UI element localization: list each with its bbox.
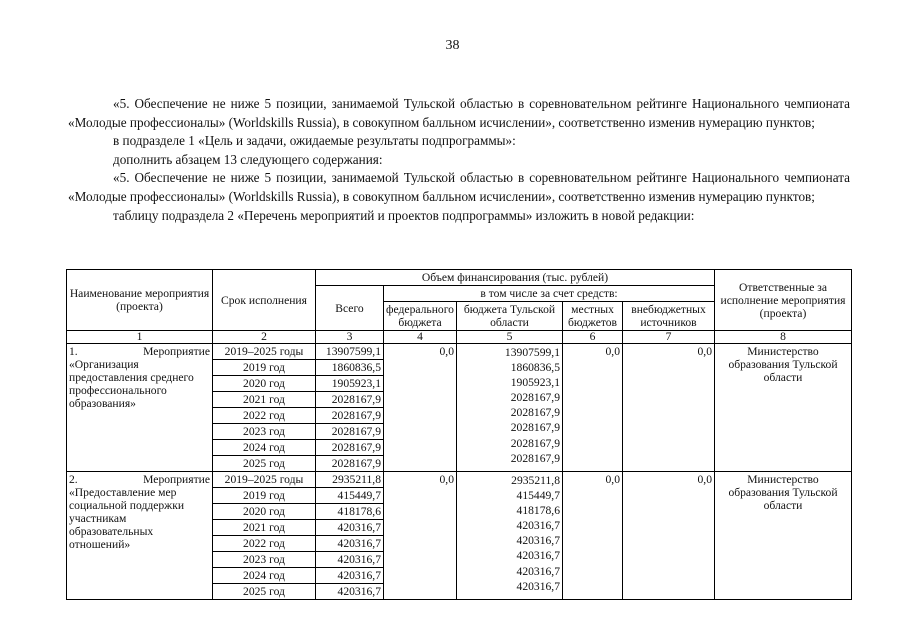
total-cell: 418178,6: [316, 504, 384, 520]
term-cell: 2025 год: [213, 456, 316, 472]
term-cell: 2021 год: [213, 520, 316, 536]
regional-value: 420316,7: [516, 534, 560, 548]
total-cell: 2028167,9: [316, 456, 384, 472]
measure-number: 2.: [69, 473, 78, 486]
regional-cell: [457, 472, 563, 600]
regional-value: 1860836,5: [510, 361, 560, 375]
header-federal: федерального бюджета: [384, 302, 457, 331]
measure-word: Мероприятие: [143, 473, 210, 486]
regional-value: 418178,6: [516, 504, 560, 518]
measure-number: 1.: [69, 345, 78, 358]
paragraph: «5. Обеспечение не ниже 5 позиции, занимаемой Тульской областью в соревновательном рейтинге Национального чемпионата «Молодые профессионалы» (Worldskills Russia), в совокупном балльном исчислении», соответственно изменив нумерацию пунктов;: [68, 96, 850, 130]
term-cell: 2019–2025 годы: [213, 344, 316, 360]
paragraph: дополнить абзацем 13 следующего содержания:: [113, 151, 383, 167]
regional-value: 2028167,9: [510, 421, 560, 435]
total-cell: 420316,7: [316, 568, 384, 584]
paragraph: «5. Обеспечение не ниже 5 позиции, занимаемой Тульской областью в соревновательном рейтинге Национального чемпионата «Молодые профессионалы» (Worldskills Russia), в совокупном балльном исчислении», соответственно изменив нумерацию пунктов;: [68, 170, 850, 204]
header-responsible: Ответственные за исполнение мероприятия (проекта): [715, 270, 852, 331]
term-cell: 2020 год: [213, 504, 316, 520]
column-number: 2: [213, 331, 316, 344]
header-local: местных бюджетов: [563, 302, 623, 331]
term-cell: 2023 год: [213, 424, 316, 440]
measure-word: Мероприятие: [143, 345, 210, 358]
term-cell: 2022 год: [213, 536, 316, 552]
column-number: 8: [715, 331, 852, 344]
funding-table: [66, 269, 852, 600]
total-cell: 2028167,9: [316, 440, 384, 456]
regional-cell: [457, 344, 563, 472]
column-number: 6: [563, 331, 623, 344]
column-number: 1: [67, 331, 213, 344]
total-cell: 420316,7: [316, 536, 384, 552]
local-cell: 0,0: [563, 472, 623, 600]
measure-name: [67, 472, 213, 600]
header-extra: внебюджетных источников: [623, 302, 715, 331]
regional-value: 420316,7: [516, 519, 560, 533]
total-cell: 420316,7: [316, 584, 384, 600]
total-cell: 2028167,9: [316, 392, 384, 408]
column-number-row: [67, 331, 852, 344]
extra-cell: 0,0: [623, 344, 715, 472]
term-cell: 2019–2025 годы: [213, 472, 316, 488]
paragraph: в подразделе 1 «Цель и задачи, ожидаемые результаты подпрограммы»:: [113, 133, 516, 149]
header-regional: бюджета Тульской области: [457, 302, 563, 331]
header-name: Наименование мероприятия (проекта): [67, 270, 213, 331]
column-number: 7: [623, 331, 715, 344]
responsible-cell: Министерство образования Тульской области: [715, 344, 852, 472]
total-cell: 420316,7: [316, 520, 384, 536]
regional-value: 2935211,8: [511, 474, 560, 487]
page-number: 38: [445, 38, 460, 53]
header-term: Срок исполнения: [213, 270, 316, 331]
local-cell: 0,0: [563, 344, 623, 472]
funding-table-body: [67, 344, 852, 600]
term-cell: 2021 год: [213, 392, 316, 408]
measure-name: [67, 344, 213, 472]
regional-value: 2028167,9: [510, 406, 560, 420]
total-cell: 2935211,8: [316, 472, 384, 488]
regional-value: 1905923,1: [510, 376, 560, 390]
extra-cell: 0,0: [623, 472, 715, 600]
term-cell: 2023 год: [213, 552, 316, 568]
regional-value: 2028167,9: [510, 391, 560, 405]
total-cell: 1860836,5: [316, 360, 384, 376]
total-cell: 1905923,1: [316, 376, 384, 392]
measure-name-first-line: [69, 345, 210, 358]
header-funding: Объем финансирования (тыс. рублей): [316, 270, 715, 286]
column-number: 4: [384, 331, 457, 344]
table-row: [67, 472, 852, 488]
regional-value: 2028167,9: [510, 451, 560, 465]
header-including: в том числе за счет средств:: [384, 286, 715, 302]
regional-value: 420316,7: [516, 579, 560, 593]
term-cell: 2019 год: [213, 488, 316, 504]
regional-value: 2028167,9: [510, 436, 560, 450]
total-cell: 2028167,9: [316, 408, 384, 424]
term-cell: 2019 год: [213, 360, 316, 376]
total-cell: 2028167,9: [316, 424, 384, 440]
paragraph: таблицу подраздела 2 «Перечень мероприятий и проектов подпрограммы» изложить в новой редакции:: [113, 207, 695, 223]
responsible-cell: Министерство образования Тульской области: [715, 472, 852, 600]
column-number: 3: [316, 331, 384, 344]
regional-value: 420316,7: [516, 564, 560, 578]
regional-value: 13907599,1: [504, 346, 560, 359]
total-cell: 415449,7: [316, 488, 384, 504]
total-cell: 420316,7: [316, 552, 384, 568]
body-text: [68, 95, 850, 225]
measure-title: «Организация предоставления среднего профессионального образования»: [69, 358, 194, 410]
federal-cell: 0,0: [384, 472, 457, 600]
term-cell: 2025 год: [213, 584, 316, 600]
column-number: 5: [457, 331, 563, 344]
term-cell: 2020 год: [213, 376, 316, 392]
total-cell: 13907599,1: [316, 344, 384, 360]
table-row: [67, 344, 852, 360]
regional-value: 420316,7: [516, 549, 560, 563]
term-cell: 2024 год: [213, 440, 316, 456]
measure-title: «Предоставление мер социальной поддержки участникам образовательных отношений»: [69, 486, 185, 551]
header-total: Всего: [316, 286, 384, 331]
term-cell: 2022 год: [213, 408, 316, 424]
federal-cell: 0,0: [384, 344, 457, 472]
regional-value: 415449,7: [516, 489, 560, 503]
measure-name-first-line: [69, 473, 210, 486]
term-cell: 2024 год: [213, 568, 316, 584]
